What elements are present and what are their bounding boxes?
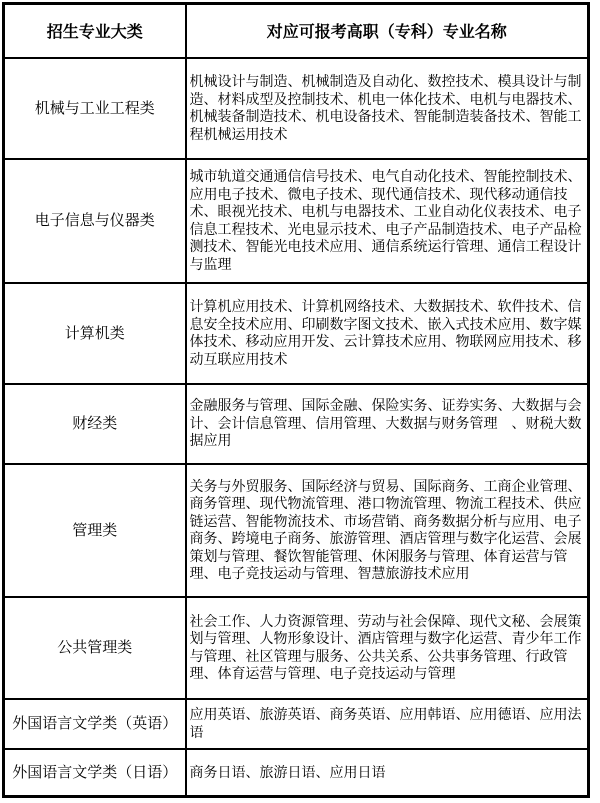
category-cell: 外国语言文学类（英语）: [4, 699, 186, 749]
table-row: [4, 384, 589, 464]
header-majors: 对应可报考高职（专科）专业名称: [186, 4, 589, 58]
table-row: [4, 464, 589, 597]
table-header-row: [4, 4, 589, 58]
category-cell: 电子信息与仪器类: [4, 159, 186, 283]
category-cell: 管理类: [4, 464, 186, 597]
category-cell: 外国语言文学类（日语）: [4, 749, 186, 797]
majors-cell: 关务与外贸服务、国际经济与贸易、国际商务、工商企业管理、商务管理、现代物流管理、港口物流管理、物流工程技术、供应链运营、智能物流技术、市场营销、商务数据分析与应用、电子商务、跨境电子商务、旅游管理、酒店管理与数字化运营、会展策划与管理、餐饮智能管理、休闲服务与管理、体育运营与管理、电子竞技运动与管理、智慧旅游技术应用: [186, 464, 589, 597]
majors-correspondence-table: [2, 2, 590, 798]
category-cell: 公共管理类: [4, 597, 186, 699]
majors-cell: 商务日语、旅游日语、应用日语: [186, 749, 589, 797]
majors-cell: 机械设计与制造、机械制造及自动化、数控技术、模具设计与制造、材料成型及控制技术、机电一体化技术、电机与电器技术、机械装备制造技术、机电设备技术、智能制造装备技术、智能工程机械运用技术: [186, 58, 589, 159]
table-row: [4, 159, 589, 283]
majors-cell: 城市轨道交通通信信号技术、电气自动化技术、智能控制技术、应用电子技术、微电子技术、现代通信技术、现代移动通信技术、眼视光技术、电机与电器技术、工业自动化仪表技术、电子信息工程技术、光电显示技术、电子产品制造技术、电子产品检测技术、智能光电技术应用、通信系统运行管理、通信工程设计与监理: [186, 159, 589, 283]
majors-cell: 应用英语、旅游英语、商务英语、应用韩语、应用德语、应用法语: [186, 699, 589, 749]
table-row: [4, 699, 589, 749]
header-category: 招生专业大类: [4, 4, 186, 58]
table-row: [4, 283, 589, 384]
category-cell: 机械与工业工程类: [4, 58, 186, 159]
majors-cell: 金融服务与管理、国际金融、保险实务、证券实务、大数据与会计、会计信息管理、信用管理、大数据与财务管理 、财税大数据应用: [186, 384, 589, 464]
majors-cell: 计算机应用技术、计算机网络技术、大数据技术、软件技术、信息安全技术应用、印刷数字图文技术、嵌入式技术应用、数字媒体技术、移动应用开发、云计算技术应用、物联网应用技术、移动互联应用技术: [186, 283, 589, 384]
table-row: [4, 749, 589, 797]
table-row: [4, 58, 589, 159]
table-row: [4, 597, 589, 699]
category-cell: 计算机类: [4, 283, 186, 384]
majors-cell: 社会工作、人力资源管理、劳动与社会保障、现代文秘、会展策划与管理、人物形象设计、酒店管理与数字化运营、青少年工作与管理、社区管理与服务、公共关系、公共事务管理、行政管理、体育运营与管理、电子竞技运动与管理: [186, 597, 589, 699]
category-cell: 财经类: [4, 384, 186, 464]
